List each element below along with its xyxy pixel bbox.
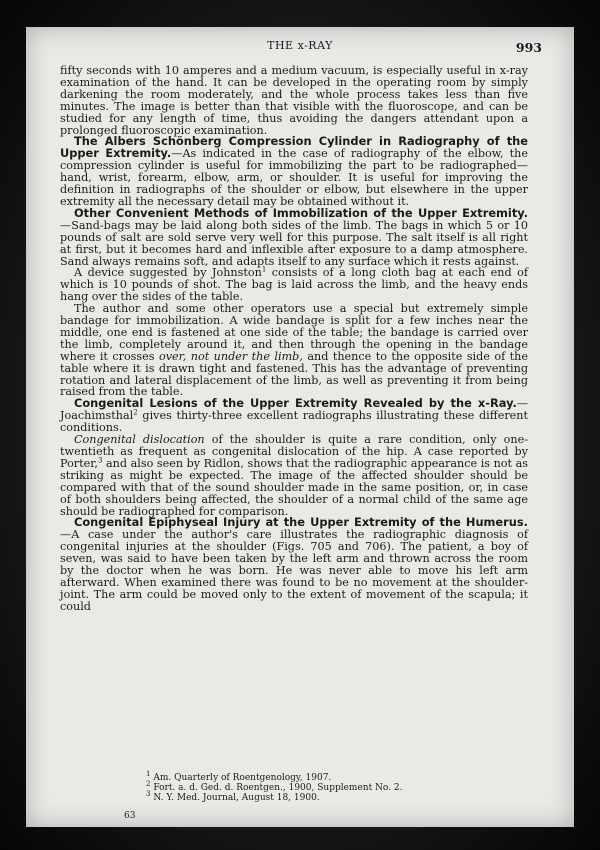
footnote-mark: 3 bbox=[146, 789, 151, 798]
paragraph-johnston bbox=[60, 267, 528, 303]
text-run: consists of a long cloth bag at each end of which is 10 pounds of shot. The bag is laid across the limb, and the heavy ends hang over the sides of the table. bbox=[60, 266, 528, 304]
section-compression-cylinder bbox=[60, 136, 528, 207]
paragraph-dislocation bbox=[60, 434, 528, 517]
text-run: A device suggested by Johnston bbox=[74, 266, 262, 280]
section-heading: Congenital Epiphyseal Injury at the Upper Extremity of the Humerus. bbox=[74, 515, 528, 530]
paragraph-intro: fifty seconds with 10 amperes and a medium vacuum, is especially useful in x-ray examination of the hand. It can be developed in the operating room by simply darkening the room moderately, and the whole process takes less than five minutes. The image is better than that visible with the fluoroscope, and can be studied for any length of time, thus avoiding the dangers attendant upon a prolonged fluoroscopic examination. bbox=[60, 64, 528, 137]
text-run: —Joachimsthal bbox=[60, 397, 528, 423]
text-run: of the shoulder is quite a rare condition, only one-twentieth as frequent as congenital dislocation of the hip. A case reported by Porter, bbox=[60, 433, 528, 470]
text-run: gives thirty-three excellent radiographs illustrating these different conditions. bbox=[60, 409, 528, 435]
footnotes bbox=[146, 770, 486, 803]
section-text: —As indicated in the case of radiography of the elbow, the compression cylinder is useful for immobilizing the part to be radiographed—hand, wrist, forearm, elbow, arm, or shoulder. It is useful for improving the definition in radiographs of the shoulder or elbow, but elsewhere in the upper extremity all the necessary detail may be obtained without it. bbox=[60, 147, 528, 208]
footnote-text: Am. Quarterly of Roentgenology, 1907. bbox=[153, 773, 332, 783]
page-number: 993 bbox=[515, 40, 542, 55]
footnote-text: N. Y. Med. Journal, August 18, 1900. bbox=[153, 792, 320, 803]
section-text: —Sand-bags may be laid along both sides of the limb. The bags in which 5 or 10 pounds of salt are sold serve very well for this purpose. The salt itself is all right at first, but it becomes hard and inflexible after exposure to a damp atmosphere. Sand always remains soft, and adapts itself to any surface which it rests against. bbox=[60, 218, 528, 268]
text-run: and thence to the opposite side of the table where it is drawn tight and fastened. This has the advantage of preventing rotation and lateral displacement of the limb, as well as preventing it from being raised from the table. bbox=[60, 349, 529, 399]
section-congenital-lesions bbox=[60, 398, 528, 434]
page-body bbox=[60, 65, 528, 613]
footnote-ref: 3 bbox=[97, 456, 103, 465]
footnote-ref: 2 bbox=[133, 408, 138, 417]
emphasis: Congenital dislocation bbox=[74, 433, 205, 447]
section-epiphyseal-injury bbox=[60, 517, 528, 612]
paragraph-bandage bbox=[60, 303, 528, 398]
footnote bbox=[146, 789, 486, 804]
running-title: THE x-RAY bbox=[267, 39, 333, 52]
section-text: —A case under the author's care illustrates the radiographic diagnosis of congenital injuries at the shoulder (Figs. 705 and 706). The patient, a boy of seven, was said to have been taken by the left arm and thrown across the room by the doctor when he was born. He was never able to move his left arm afterward. When examined there was found to be no movement at the shoulder-joint. The arm could be moved only to the extent of movement of the scapula; it could bbox=[60, 528, 528, 613]
footnote-ref: 1 bbox=[261, 265, 267, 274]
book-page bbox=[26, 27, 574, 827]
text-run: and also seen by Ridlon, shows that the radiographic appearance is not as striking as might be expected. The image of the affected shoulder should be compared with that of the sound shoulder made in the same position, or, in case of both shoulders being affected, the shoulder of a normal child of the same age should be radiographed for comparison. bbox=[60, 456, 528, 518]
section-heading: Congenital Lesions of the Upper Extremity Revealed by the x-Ray. bbox=[74, 396, 517, 411]
footnote-text: Fort. a. d. Ged. d. Roentgen., 1900, Supplement No. 2. bbox=[153, 782, 403, 793]
text-run: The author and some other operators use a special but extremely simple bandage for immobilization. A wide bandage is split for a few inches near the middle, one end is fastened at one side of the table; the bandage is carried over the limb, completely around it, and then through the opening in the bandage where it crosses bbox=[60, 302, 528, 363]
section-immobilization bbox=[60, 205, 528, 268]
footnote-mark: 1 bbox=[146, 770, 151, 778]
signature-mark: 63 bbox=[124, 811, 136, 821]
section-heading: The Albers Schönberg Compression Cylinder in Radiography of the Upper Extremity. bbox=[60, 134, 528, 161]
emphasis: over, not under the limb, bbox=[158, 349, 303, 363]
footnote-mark: 2 bbox=[146, 779, 151, 788]
section-heading: Other Convenient Methods of Immobilization of the Upper Extremity. bbox=[74, 205, 528, 220]
